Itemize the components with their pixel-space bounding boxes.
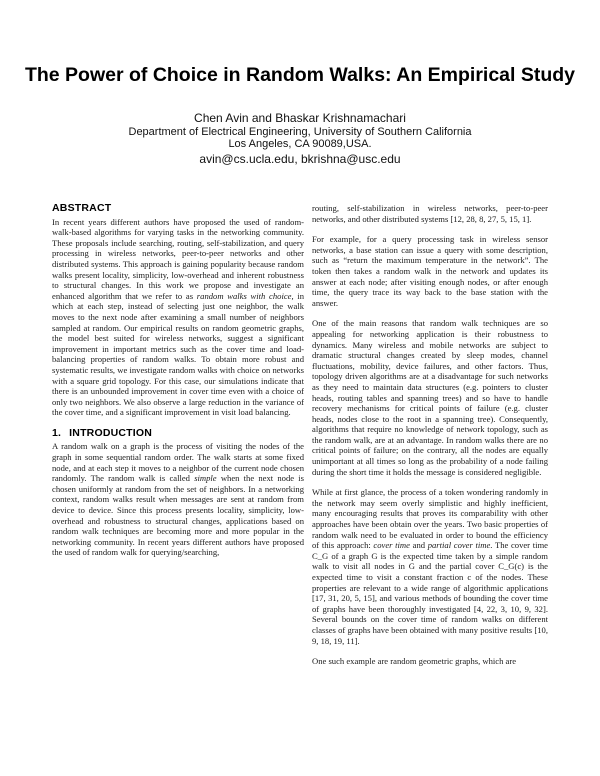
- paragraph-robustness: One of the main reasons that random walk techniques are so appealing for networking application is their robustness to dynamics. Many wireless and mobile networks are subject to dramatic structural changes created by sleep modes, channel fluctuations, mobility, device failures, and other factors. Thus, topology driven algorithms are at a disadvantage for such networks as they need to maintain data structures (e.g. pointers to cluster heads, routing tables and spanning trees) and so have to handle recovery mechanisms for critical points of failure (e.g. cluster heads, nodes close to the root in a spanning tree). Consequently, algorithms that require no knowledge of network topology, such as the random walk, are at an advantage. In random walks there are no critical points of failure; on the contrary, all the nodes are equally unimportant at all times so long as the probability of a node failing during the short time it holds the message is considered negligible.: [312, 318, 548, 477]
- abstract-text: In recent years different authors have proposed the used of random-walk-based algorithms for varying tasks in the networking community. These proposals include searching, routing, self-stabilization, and query processing in wireless networks, peer-to-peer networks and other distributed systems. This approach is gaining popularity because random walks present locality, simplicity, low-overhead and inherent robustness to structural changes. In this work we propose and investigate an enhanced algorithm that we refer to as random walks with choice, in which at each step, instead of selecting just one neighbor, the walk moves to the next node after examining a small number of neighbors sampled at random. Our empirical results on random geometric graphs, the model best suited for wireless networks, suggest a significant improvement in important metrics such as the cover time and load-balancing properties of random walks. To obtain more robust and systematic results, we investigate random walks with choice on networks with a square grid topology. For this case, our simulations indicate that there is an unbounded improvement in cover time even with a choice of only two neighbors. We also observe a large reduction in the variance of the cover time, and a significant improvement in visit load balancing.: [52, 216, 305, 418]
- emphasis-text: random walks with choice: [196, 290, 292, 301]
- intro-paragraph-1: A random walk on a graph is the process of visiting the nodes of the graph in some sequential random order. The walk starts at some fixed node, and at each step it moves to a neighbor of the current node chosen randomly. The random walk is called simple when the next node is chosen uniformly at random from the set of neighbors. In a networking context, random walks result when messages are sent at random from device to device. Since this process presents locality, simplicity, low-overhead and robustness to structural changes, applications based on random walk techniques are becoming more and more popular in the networking community. In recent years different authors have proposed the used of random walk for querying/searching,: [52, 441, 305, 558]
- paragraph-query-example: For example, for a query processing task in wireless sensor networks, a base station can issue a query with some description, such as “return the maximum temperature in the network”. The token then takes a random walk in the network and updates its answer at each node; after visiting enough nodes, or after enough time, the query trace its way back to the base station with the answer.: [312, 234, 548, 308]
- left-column: [52, 203, 304, 558]
- paper-title: The Power of Choice in Random Walks: An Empirical Study: [24, 64, 576, 86]
- emphasis-text: simple: [194, 473, 217, 484]
- author-block: [0, 112, 600, 165]
- paragraph-continued: routing, self-stabilization in wireless networks, peer-to-peer networks, and other distributed systems [12, 28, 8, 27, 5, 15, 1].: [312, 203, 548, 224]
- author-emails: avin@cs.ucla.edu, bkrishna@usc.edu: [199, 151, 401, 166]
- affiliation-line-2: Los Angeles, CA 90089,USA.: [228, 138, 372, 150]
- author-names: Chen Avin and Bhaskar Krishnamachari: [194, 111, 406, 125]
- abstract-heading: ABSTRACT: [52, 202, 112, 214]
- paragraph-cover-time: While at first glance, the process of a token wondering randomly in the network may seem overly simplistic and highly inefficient, many encouraging results that proves its comparability with other approaches have been obtain over the years. Two basic properties of random walk need to be evaluated in order to bound the efficiency of this approach: cover time and partial cover time. The cover time C_G of a graph G is the expected time taken by a simple random walk to visit all nodes in G and the partial cover C_G(c) is the expected time to visit a constant fraction c of the nodes. These properties are relevant to a wide range of algorithmic applications [17, 31, 20, 5, 15], and various methods of bounding the cover time of graphs have been thoroughly investigated [4, 22, 3, 10, 9, 32]. Several bounds on the cover time of random walks on different classes of graphs have been obtained with many positive results [10, 9, 18, 19, 11].: [312, 487, 548, 646]
- intro-heading: 1. INTRODUCTION: [52, 426, 153, 439]
- section-number: 1.: [52, 426, 62, 439]
- paragraph-geometric-graphs: One such example are random geometric graphs, which are: [312, 656, 517, 667]
- right-column: [312, 203, 548, 667]
- affiliation-line-1: Department of Electrical Engineering, University of Southern California: [128, 125, 472, 138]
